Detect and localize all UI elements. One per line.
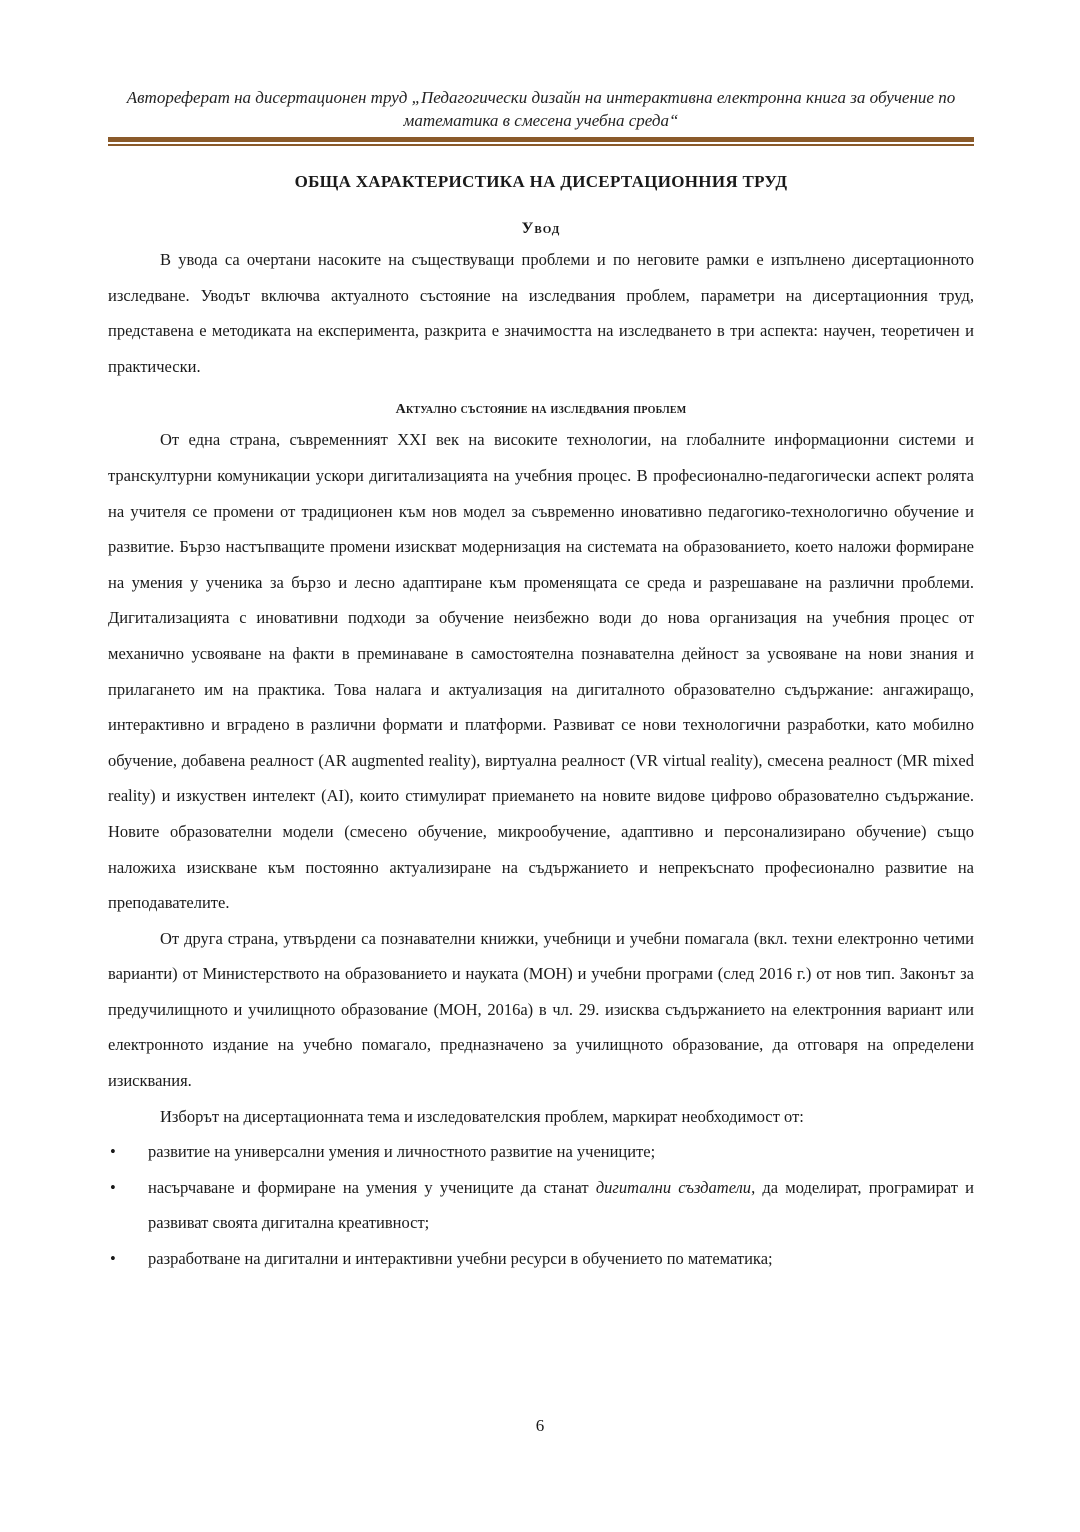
bullet-text-post: , да моделират, програмират и развиват своята дигитална креативност; bbox=[148, 1177, 975, 1233]
bullet-text-emphasis: дигитални създатели bbox=[595, 1177, 752, 1197]
list-item bbox=[108, 1134, 974, 1170]
document-page bbox=[108, 86, 974, 1277]
intro-heading: Увод bbox=[521, 220, 561, 237]
list-item bbox=[108, 1241, 974, 1277]
bullet-icon: • bbox=[110, 1142, 116, 1162]
section-heading: Актуално състояние на изследвания проблем bbox=[395, 402, 687, 418]
page-number: 6 bbox=[535, 1416, 545, 1435]
list-item bbox=[108, 1170, 974, 1241]
bullet-list bbox=[108, 1134, 974, 1276]
bullet-text-pre: насърчаване и формиране на умения у учениците да станат bbox=[148, 1177, 596, 1197]
bullet-text: развитие на универсални умения и личностното развитие на учениците; bbox=[148, 1142, 656, 1162]
running-head: Автореферат на дисертационен труд „Педагогически дизайн на интерактивна електронна книга за обучение по математика в смесена учебна среда“ bbox=[126, 88, 956, 130]
bullet-icon: • bbox=[110, 1249, 116, 1269]
bullet-icon: • bbox=[110, 1177, 116, 1197]
paragraph-3: Изборът на дисертационната тема и изследователския проблем, маркират необходимост от: bbox=[160, 1106, 804, 1126]
bullet-text: разработване на дигитални и интерактивни учебни ресурси в обучението по математика; bbox=[148, 1249, 773, 1269]
main-title: ОБЩА ХАРАКТЕРИСТИКА НА ДИСЕРТАЦИОННИЯ ТРУД bbox=[294, 172, 788, 191]
intro-paragraph: В увода са очертани насоките на съществуващи проблеми и по неговите рамки е изпълнено дисертационното изследване. Уводът включва актуалното състояние на изследвания проблем, параметри на дисертационния труд, представена е методиката на експеримента, разкрита е значимостта на изследването в три аспекта: научен, теоретичен и практически. bbox=[108, 250, 974, 376]
paragraph-2: От друга страна, утвърдени са познавателни книжки, учебници и учебни помагала (вкл. техни електронно четими варианти) от Министерството на образованието и науката (МОН) и учебни програми (след 2016 г.) от нов тип. Законът за предучилищното и училищното образование (МОН, 2016а) в чл. 29. изисква съдържанието на електронния вариант или електронното издание на учебно помагало, предназначено за училищното образование, да отговаря на определени изисквания. bbox=[108, 928, 974, 1091]
header-rule bbox=[108, 137, 974, 146]
paragraph-1: От една страна, съвременният XXI век на високите технологии, на глобалните информационни системи и транскултурни комуникации ускори дигитализацията на учебния процес. В професионално-педагогически аспект ролята на учителя се промени от традиционен към нов модел за съвременно иновативно педагогико-технологично обучение и развитие. Бързо настъпващите промени изискват модернизация на системата на образованието, което наложи формиране на умения у ученика за бързо и лесно адаптиране към променящата се среда и разрешаване на различни проблеми. Дигитализацията с иновативни подходи за обучение неизбежно води до нова организация на учебния процес от механично усвояване на факти в преминаване в самостоятелна познавателна дейност за усвояване на нови знания и прилагането им на практика. Това налага и актуализация на дигиталното образователно съдържание: ангажиращо, интерактивно и вградено в различни формати и платформи. Развиват се нови технологични разработки, като мобилно обучение, добавена реалност (AR augmented reality), виртуална реалност (VR virtual reality), смесена реалност (MR mixed reality) и изкуствен интелект (AI), които стимулират приемането на новите видове цифрово образователно съдържание. Новите образователни модели (смесено обучение, микрообучение, адаптивно и персонализирано обучение) също наложиха изискване към постоянно актуализиране на съдържанието и непрекъснато професионално развитие на преподавателите. bbox=[108, 430, 974, 913]
